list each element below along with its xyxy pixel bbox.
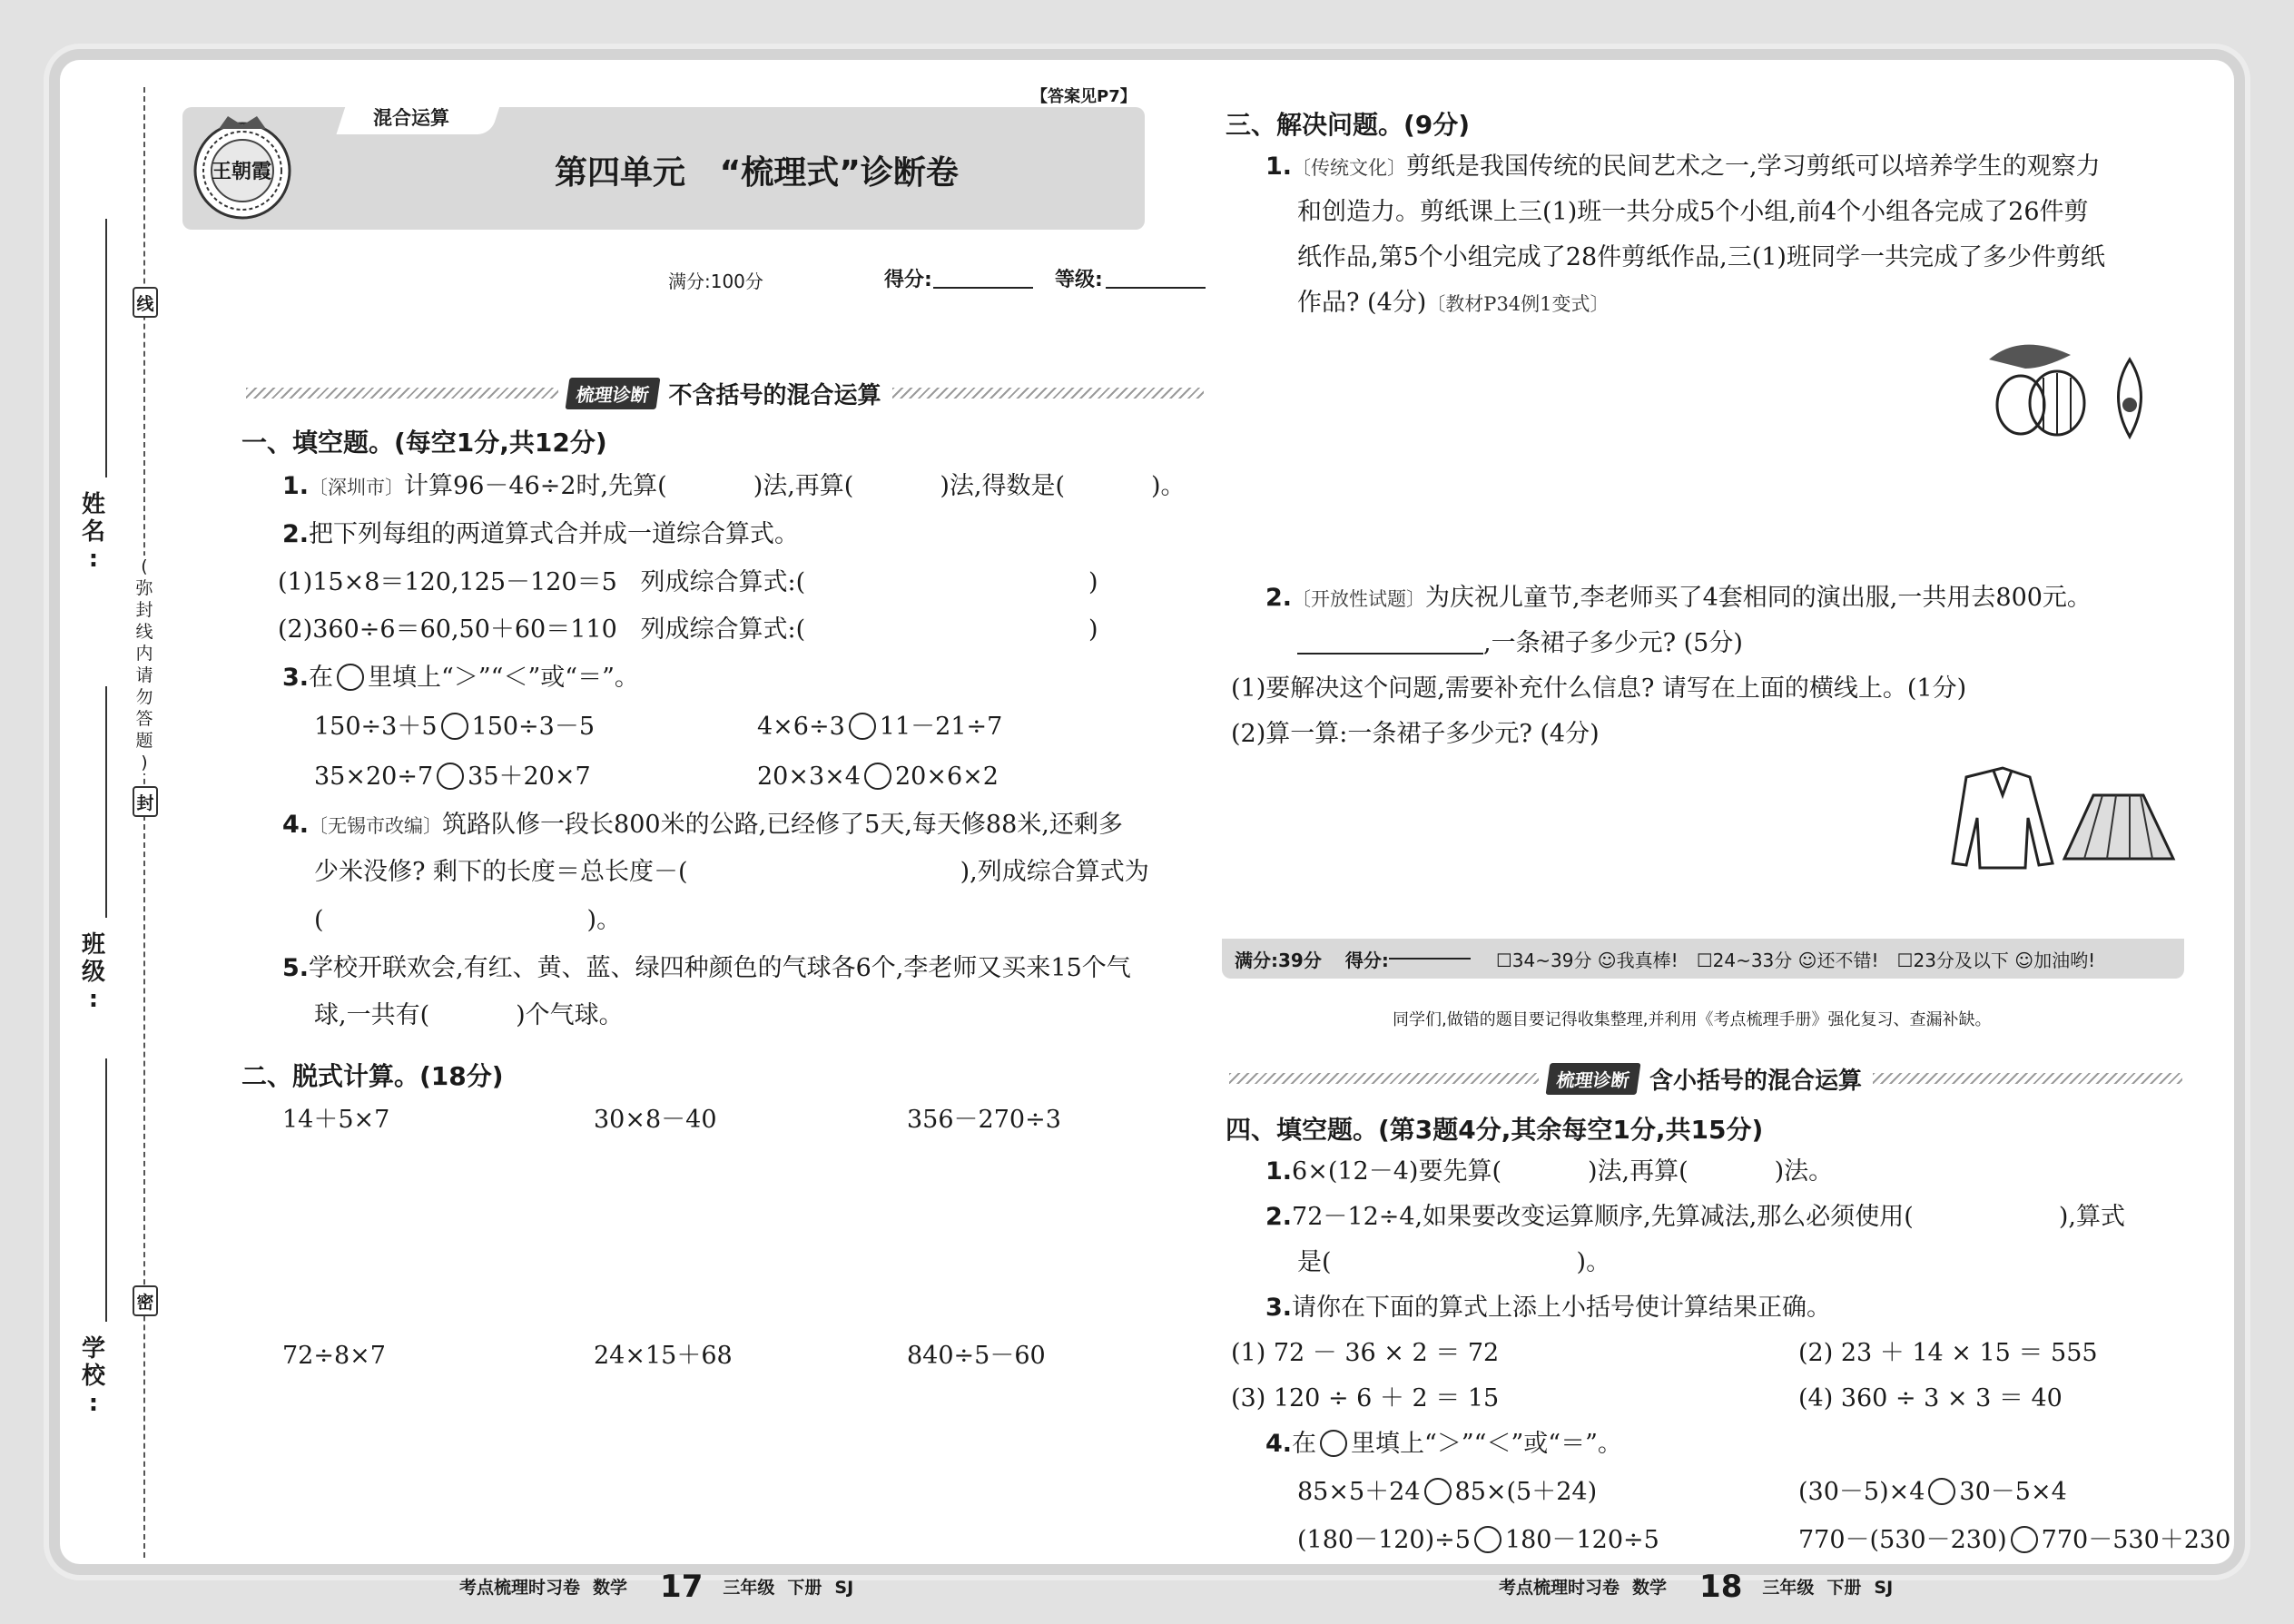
calc-expr-4: 72÷8×7: [282, 1342, 386, 1370]
p1-q2-b-close: ): [1088, 615, 1098, 644]
binding-tag-line: 线: [133, 287, 158, 318]
part3-title: 三、解决问题。(9分): [1226, 110, 1471, 140]
p4-q4-e1: 85×5＋24 85×(5＋24): [1297, 1478, 1598, 1506]
p4-q4-e3: (180－120)÷5 180－120÷5: [1297, 1526, 1659, 1554]
p3-q2-l2: ,一条裙子多少元? (5分): [1297, 627, 1743, 660]
footer-right: 考点梳理时习卷 数学 18 三年级 下册 SJ: [1499, 1569, 1894, 1605]
p1-q2: 2.把下列每组的两道算式合并成一道综合算式。: [282, 520, 800, 548]
binding-tag-seal: 封: [133, 786, 158, 817]
section-badge: 梳理诊断: [1546, 1063, 1641, 1095]
score-field[interactable]: [933, 287, 1033, 289]
option-below-23[interactable]: ☐23分及以下 ☺加油哟!: [1896, 949, 2096, 971]
binding-tag-dense: 密: [133, 1285, 158, 1316]
calc-expr-3: 356－270÷3: [907, 1106, 1061, 1134]
p1-q4-l3: ( )。: [314, 906, 622, 934]
answer-reference: 【答案见P7】: [1031, 87, 1137, 106]
scorebar-score-field[interactable]: [1389, 958, 1471, 960]
p1-q4-l1: 4.〔无锡市改编〕筑路队修一段长800米的公路,已经修了5天,每天修88米,还剩多: [282, 811, 1123, 839]
calc-expr-6: 840÷5－60: [907, 1342, 1046, 1370]
compare-circle[interactable]: [849, 713, 876, 740]
p1-q2-b: (2)360÷6＝60,50＋60＝110 列成综合算式:(: [278, 615, 806, 644]
p4-q3: 3.请你在下面的算式上添上小括号使计算结果正确。: [1265, 1294, 1832, 1322]
left-page: [60, 60, 1186, 1605]
section-title: 含小括号的混合运算: [1649, 1067, 1863, 1095]
part2-title: 二、脱式计算。(18分): [241, 1061, 504, 1091]
p1-q5-l2: 球,一共有( )个气球。: [314, 1001, 624, 1029]
p1-q2-a: (1)15×8＝120,125－120＝5 列成综合算式:(: [278, 568, 806, 596]
option-34-39[interactable]: ☐34~39分 ☺我真棒!: [1495, 949, 1679, 971]
name-label: 姓 名 :: [81, 491, 105, 573]
p4-q4-e4: 770－(530－230) 770－530＋230: [1798, 1526, 2231, 1554]
part4-title: 四、填空题。(第3题4分,其余每空1分,共15分): [1226, 1115, 1764, 1145]
compare-circle[interactable]: [2011, 1526, 2038, 1553]
part1-title: 一、填空题。(每空1分,共12分): [241, 428, 607, 458]
p3-q2-s1: (1)要解决这个问题,需要补充什么信息? 请写在上面的横线上。(1分): [1231, 674, 1967, 703]
compare-circle[interactable]: [441, 713, 468, 740]
clothing-illustration: [1948, 763, 2180, 872]
section-badge: 梳理诊断: [565, 378, 660, 409]
p1-q5-l1: 5.学校开联欢会,有红、黄、蓝、绿四种颜色的气球各6个,李老师又买来15个气: [282, 954, 1131, 982]
p1-q2-a-close: ): [1088, 568, 1098, 596]
category-label: 混合运算: [373, 107, 449, 129]
p3-q2-s2: (2)算一算:一条裙子多少元? (4分): [1231, 720, 1600, 748]
p3-q1-l1: 1.〔传统文化〕剪纸是我国传统的民间艺术之一,学习剪纸可以培养学生的观察力: [1265, 153, 2101, 181]
exam-sheet: [60, 60, 2234, 1605]
calc-expr-5: 24×15＋68: [594, 1342, 733, 1370]
p3-q1-l3: 纸作品,第5个小组完成了28件剪纸作品,三(1)班同学一共完成了多少件剪纸: [1297, 243, 2105, 271]
scorebar-full: 满分:39分: [1235, 949, 1322, 971]
p4-q3-e3: (3) 120 ÷ 6 ＋ 2 ＝ 15: [1231, 1384, 1500, 1412]
p1-q3-e4: 20×3×4 20×6×2: [757, 763, 999, 791]
score-label: 得分:: [884, 269, 932, 291]
p1-q4-l2: 少米没修? 剩下的长度＝总长度－( ),列成综合算式为: [314, 858, 1149, 886]
page-number: 17: [660, 1569, 704, 1605]
p4-q2-l1: 2.72－12÷4,如果要改变运算顺序,先算减法,那么必须使用( ),算式: [1265, 1203, 2125, 1231]
grade-label: 等级:: [1055, 269, 1103, 291]
p1-q1: 1.〔深圳市〕计算96－46÷2时,先算( )法,再算( )法,得数是( )。: [282, 472, 1186, 500]
p3-q1-l2: 和创造力。剪纸课上三(1)班一共分成5个小组,前4个小组各完成了26件剪: [1297, 198, 2089, 226]
p4-q3-e4: (4) 360 ÷ 3 × 3 ＝ 40: [1798, 1384, 2063, 1412]
p1-q3-e3: 35×20÷7 35＋20×7: [314, 763, 591, 791]
papercut-illustration: [1971, 332, 2152, 441]
section-bar-no-brackets: [246, 378, 1204, 408]
p1-q3-e1: 150÷3＋5 150÷3－5: [314, 713, 596, 741]
section-bar-with-brackets: [1229, 1063, 2182, 1094]
class-label: 班 级 :: [81, 931, 105, 1013]
school-label: 学 校 :: [81, 1335, 105, 1417]
compare-circle[interactable]: [1424, 1478, 1452, 1505]
compare-circle[interactable]: [437, 763, 464, 790]
calc-expr-2: 30×8－40: [594, 1106, 717, 1134]
info-blank[interactable]: [1297, 653, 1483, 655]
binding-note: ( 弥 封 线 内 请 勿 答 题 ): [133, 556, 156, 773]
exam-title: 第四单元 “梳理式”诊断卷: [555, 154, 959, 192]
p4-q3-e1: (1) 72 － 36 × 2 ＝ 72: [1231, 1339, 1500, 1367]
page-number: 18: [1699, 1569, 1743, 1605]
p4-q1: 1.6×(12－4)要先算( )法,再算( )法。: [1265, 1157, 1834, 1186]
p1-q3-e2: 4×6÷3 11－21÷7: [757, 713, 1003, 741]
p4-q4-e2: (30－5)×4 30－5×4: [1798, 1478, 2067, 1506]
compare-circle[interactable]: [864, 763, 891, 790]
full-score: 满分:100分: [668, 271, 763, 292]
p4-q3-e2: (2) 23 ＋ 14 × 15 ＝ 555: [1798, 1339, 2098, 1367]
right-page: [1149, 60, 2234, 1605]
score-bar: [1222, 939, 2184, 979]
scorebar-note: 同学们,做错的题目要记得收集整理,并利用《考点梳理手册》强化复习、查漏补缺。: [1393, 1010, 1992, 1029]
footer-left: 考点梳理时习卷 数学 17 三年级 下册 SJ: [459, 1569, 854, 1605]
p4-q2-l2: 是( )。: [1297, 1248, 1611, 1276]
p3-q2-l1: 2.〔开放性试题〕为庆祝儿童节,李老师买了4套相同的演出服,一共用去800元。: [1265, 584, 2092, 612]
option-24-33[interactable]: ☐24~33分 ☺还不错!: [1696, 949, 1879, 971]
calc-expr-1: 14＋5×7: [282, 1106, 390, 1134]
p3-q1-l4: 作品? (4分)〔教材P34例1变式〕: [1297, 289, 1610, 317]
logo-text: 王朝霞: [212, 160, 272, 183]
compare-circle[interactable]: [1474, 1526, 1501, 1553]
p1-q3: 3.在 里填上“＞”“＜”或“＝”。: [282, 664, 639, 692]
publisher-logo: [192, 113, 293, 225]
compare-circle[interactable]: [1928, 1478, 1955, 1505]
p4-q4: 4.在 里填上“＞”“＜”或“＝”。: [1265, 1430, 1622, 1458]
scorebar-score: 得分:: [1344, 949, 1389, 971]
section-title: 不含括号的混合运算: [668, 381, 881, 409]
